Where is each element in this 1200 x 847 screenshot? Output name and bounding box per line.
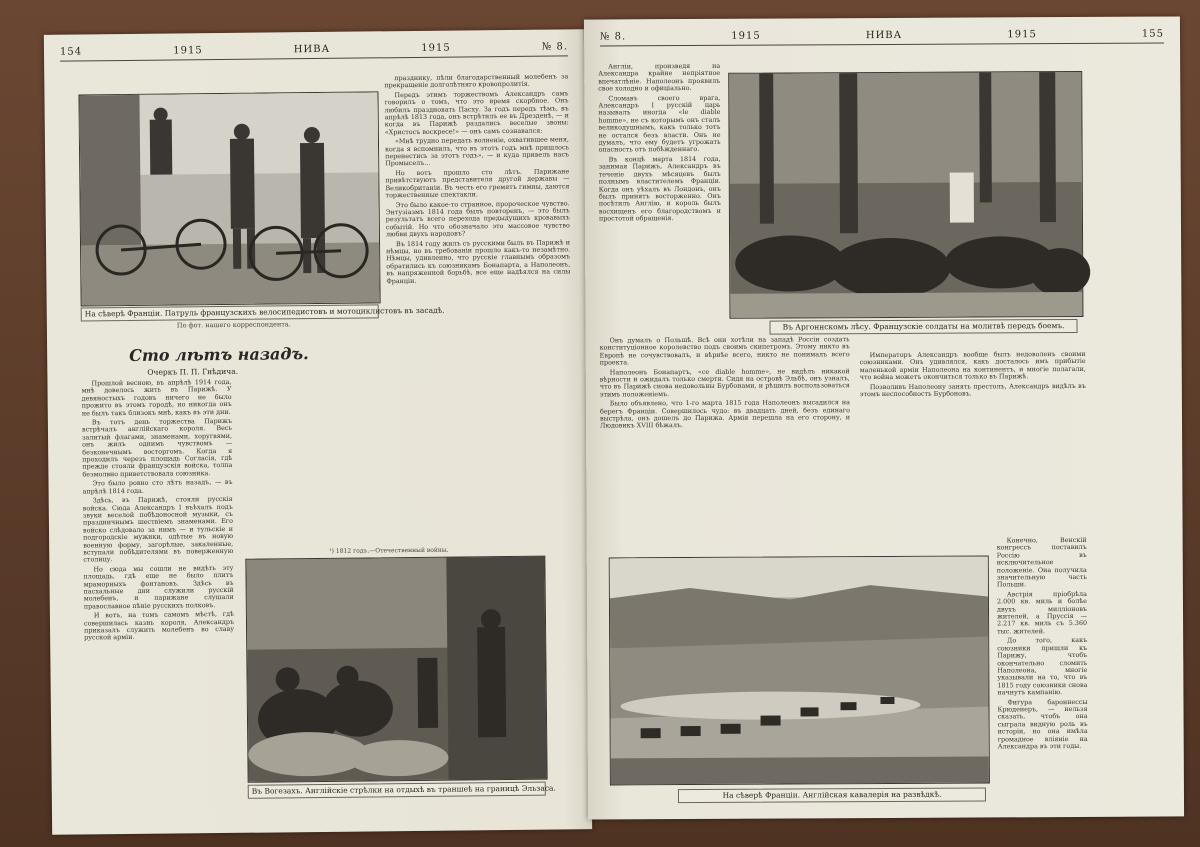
right-header-year-right: 1915 — [1007, 28, 1037, 40]
photo-cyclists-caption: На сѣверѣ Франціи. Патруль французскихъ велосипедистовъ и мотоциклистовъ въ засадѣ. — [81, 304, 379, 321]
photo-trench — [245, 556, 547, 783]
article-col1-paragraph: Здѣсь, въ Парижѣ, стояли русскія войска. Сюда Александръ I въѣхалъ подъ звуки веселой побѣдоносной музыки, съ праздничнымъ шествіемъ знаменами. Его войско слѣдовало за нимъ — и тульскіе и подгородскіе мужики, одѣтые въ новую военную форму, загорѣлые, закаленные, вступали побѣдителями въ поверженную столицу. — [82, 494, 234, 564]
photo-trench-caption: Въ Вогезахъ. Англійскіе стрѣлки на отдыхѣ въ траншеѣ на границѣ Эльзаса. — [248, 782, 546, 799]
article-byline: Очеркъ П. П. Гнѣдича. — [147, 366, 239, 377]
article-col1-paragraph: И вотъ, на томъ самомъ мѣстѣ, гдѣ совершилась казнь короля, Александръ приказалъ служить молебенъ во славу русской арміи. — [83, 610, 235, 642]
photo-cyclists — [78, 91, 380, 306]
right-column-mid-right — [860, 351, 1087, 548]
left-page — [44, 29, 592, 835]
right-page-number: 155 — [1141, 28, 1165, 40]
article-col2-paragraph: празднику, пѣли благодарственный молебенъ за прекращеніе долголѣтняго кровопролитія. — [384, 72, 569, 90]
right-midright-paragraph: Императоръ Александръ вообще былъ недоволенъ своими союзниками. Онъ удивлялся, какъ досталось имъ прибытіе маленькой арміи Наполеона на континентъ, и многіе полагали, что война можетъ окончиться только въ Парижѣ. — [859, 349, 1086, 382]
right-top-paragraph: Въ концѣ марта 1814 года, занимая Парижъ, Александръ въ теченіе двухъ мѣсяцевъ былъ полнымъ властителемъ Франціи. Когда онъ уѣхалъ въ Лондонъ, онъ былъ принятъ восторженно. Онъ посѣтилъ Англію, и король былъ восхищенъ его благородствомъ и простотой обращенія. — [598, 154, 721, 223]
right-top-paragraph: Сломавъ своего врага, Александръ I русскій царь называлъ иногда «le diable homme», не съ которымъ онъ сталъ великодушнымъ, какъ только тотъ не остался безъ власти. Онъ не думалъ, что ему будетъ угрожать опасность отъ побѣжденнаго. — [598, 93, 721, 154]
right-column-top — [598, 63, 721, 314]
photo-cavalry-caption: На сѣверѣ Франціи. Англійская кавалерія на развѣдкѣ. — [678, 787, 986, 803]
right-header-year-left: 1915 — [731, 30, 761, 42]
article-footnote: ¹) 1812 годъ.—Отечественный войны. — [329, 546, 449, 555]
right-column-right — [997, 537, 1088, 807]
left-header-year-right: 1915 — [421, 42, 451, 54]
article-title: Сто лѣтъ назадъ. — [129, 344, 309, 365]
article-col2-paragraph: Передъ этимъ торжествомъ Александръ самъ говорилъ о томъ, что это время скорбное. Онъ любилъ праздновать Пасху. За годъ передъ тѣмъ, въ апрѣлѣ 1813 года, онъ встрѣтилъ ее въ Дрезденѣ, — и когда въ Парижѣ раздались веселые звоны: «Христосъ воскресе!» — онъ самъ сознавался: — [384, 89, 569, 137]
article-column-2 — [384, 73, 572, 455]
right-midleft-paragraph: Онъ думалъ о Польшѣ. Всѣ они хотѣли на западѣ Россіи создать конституціонное королевство подъ своимъ скипетромъ. Этому никто въ Европѣ не сочувствовалъ, и вѣрнѣе всего, никто не понималъ всего проекта. — [599, 335, 850, 367]
article-col1-paragraph: Прошлой весною, въ апрѣлѣ 1914 года, мнѣ довелось жить въ Парижѣ. У девяностыхъ годовъ ничего не было прожито въ этомъ городѣ, но никогда онъ не былъ такъ близокъ мнѣ, какъ въ эти дни. — [81, 377, 232, 418]
right-col-paragraph: Конечно, Венскій конгрессъ поставилъ Россію въ исключительное положеніе. Она получила значительную часть Польши. — [996, 535, 1087, 589]
right-col-paragraph: Австрія пріобрѣла 2.000 кв. миль и болѣе двухъ милліоновъ жителей, а Пруссія — 2.217 кв. миль съ 5.360 тыс. жителей. — [996, 589, 1088, 636]
article-col2-paragraph: Это было какое-то странное, пророческое чувство. Энтузіазмъ 1814 года былъ повторенъ, — это былъ результатъ всего перехода предыдущихъ кровавыхъ событій. Но что обозначало это массовое чувство любви двухъ народовъ? — [385, 198, 570, 239]
article-col1-paragraph: Это было ровно сто лѣтъ назадъ, — въ апрѣлѣ 1814 года. — [82, 478, 233, 496]
right-col-paragraph: Фигура бароннессы Крюденеръ, — нельзя сказать, чтобъ она сыграла видную роль въ исторіи, но она имѣла громадное вліяніе на Александра въ эти годы. — [997, 697, 1088, 751]
article-column-1 — [81, 379, 236, 821]
right-midleft-paragraph: Было объявлено, что 1-го марта 1815 года Наполеонъ высадился на берегъ Франціи. Совершилось чудо: въ двадцать дней, безъ единаго выстрѣла, онъ дошелъ до Парижа. Армія перешла на его сторону, и Людовикъ XVIII бѣжалъ. — [599, 398, 851, 430]
right-top-paragraph: Англіи, произведя на Александра крайне непріятное впечатлѣніе. Наполеонъ проявилъ свое холодно и офиціально. — [598, 61, 721, 93]
right-page — [584, 16, 1184, 819]
left-header-year-left: 1915 — [173, 44, 203, 56]
photo-forest-prayer — [728, 71, 1083, 319]
article-col2-paragraph: Въ 1814 году жилъ съ русскими былъ въ Парижѣ и нѣмцы, но въ требованіи прошло какъ-то незамѣтно. Нѣмцы, удивленно, что русскіе главнымъ образомъ обратились къ союзникамъ Бонапарта, а Наполеонъ, въ напряженной борьбѣ, все еще надѣялся на силы Франціи. — [386, 237, 571, 285]
article-col1-paragraph: Но сюда мы сошли не видѣть эту площадь, гдѣ еще не было плитъ мраморныхъ фонтановъ. Здѣсь въ пасхальные дни служили русскій молебенъ, и парижане слушали православное пѣніе русскихъ полковъ. — [83, 563, 234, 611]
photo-forest-caption: Въ Аргоннскомъ лѣсу. Французскіе солдаты на молитвѣ передъ боемъ. — [769, 319, 1077, 335]
left-page-header — [60, 37, 568, 61]
right-col-paragraph: До того, какъ союзники пришли къ Парижу, чтобъ окончательно сломить Наполеона, многіе указывали на то, что въ 1815 году союзники снова начнутъ кампанію. — [997, 636, 1088, 697]
right-header-issue: № 8. — [599, 30, 627, 42]
article-col2-paragraph: «Мнѣ трудно передать волненіе, охватившее меня, когда я вспомнилъ, что въ этотъ годъ мнѣ пришлось перенестись за этотъ годъ», — и куда привелъ насъ Промыселъ… — [384, 135, 570, 168]
right-page-header — [600, 25, 1164, 47]
right-midright-paragraph: Позволивъ Наполеону занять престолъ, Александръ видѣлъ въ этомъ неспособность Бурбоновъ. — [859, 381, 1086, 399]
photo-cavalry — [609, 555, 990, 785]
left-header-issue: № 8. — [541, 40, 569, 53]
right-midleft-paragraph: Наполеонъ Бонапартъ, «се diable homme», не видѣлъ никакой вѣрности и ожидалъ только смерти. Сидя на островѣ Эльбѣ, онъ узналъ, что въ Парижѣ снова недовольны Бурбонами, и рѣшилъ воспользоваться этимъ положеніемъ. — [599, 366, 850, 399]
left-page-number: 154 — [59, 45, 83, 58]
right-header-title: НИВА — [865, 29, 903, 41]
right-column-mid-left — [600, 336, 851, 557]
article-col2-paragraph: Но вотъ прошло сто лѣтъ. Парижане привѣтствуютъ представителя другой державы — Великобританіи. Въ честь его гремятъ гимны, даются торжественные спектакли. — [385, 167, 570, 200]
left-header-title: НИВА — [293, 43, 331, 55]
photo-cyclists-credit: По фот. нашего корреспондента. — [176, 320, 291, 330]
article-col1-paragraph: Въ тотъ день торжества Парижъ встрѣчалъ англійскаго короля. Весь залитый флагами, знаменами, хоругвями, онъ жилъ однимъ чувствомъ — безконечнымъ восторгомъ. Когда я проходилъ черезъ площадь Согласія, гдѣ прежде стояли французскія войска, толпа безмолвно приветствовала союзника. — [81, 416, 233, 479]
